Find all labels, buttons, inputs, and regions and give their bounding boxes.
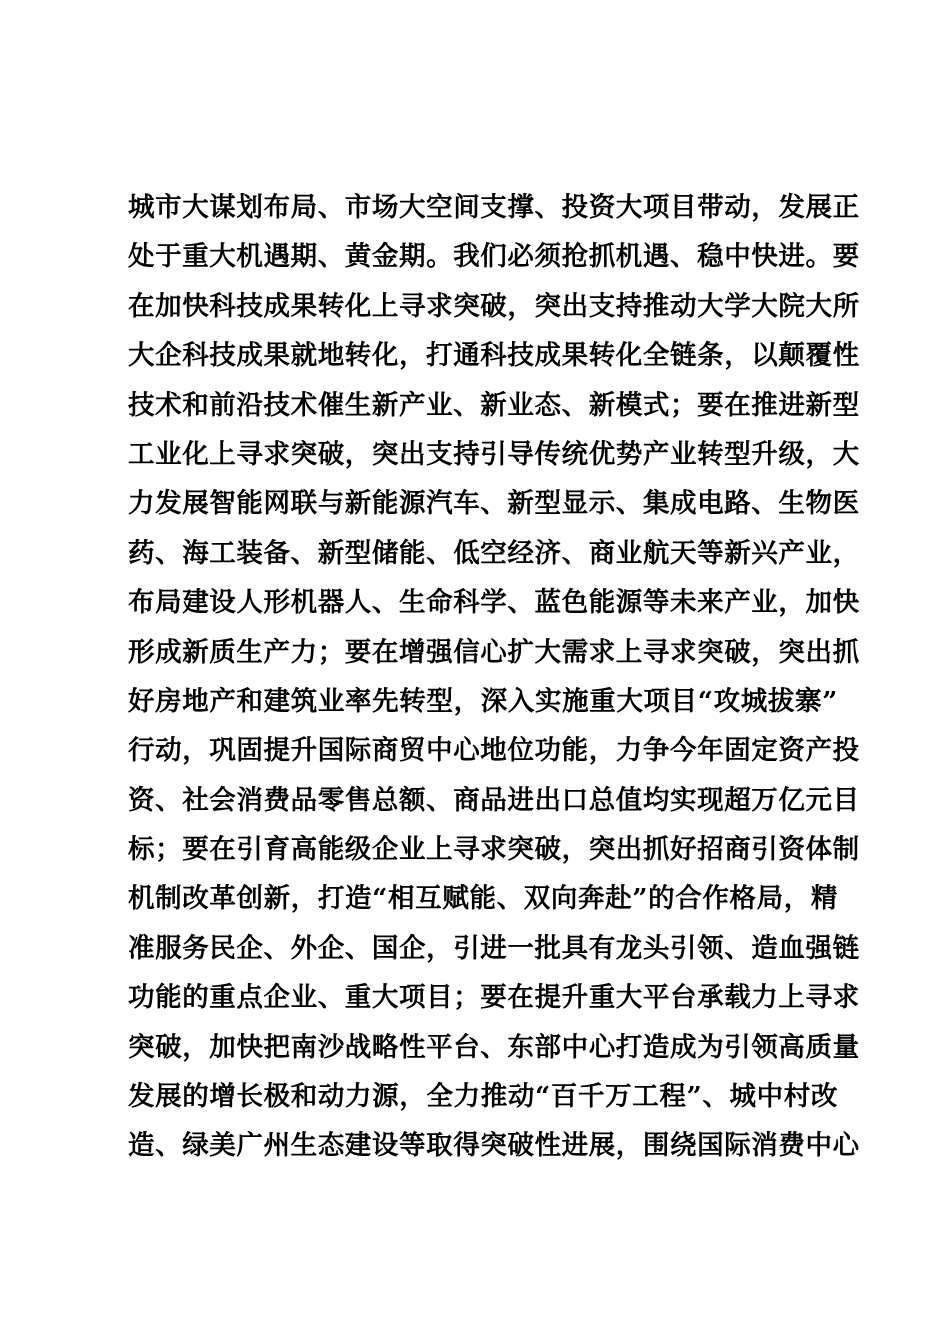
text-line: 药、海工装备、新型储能、低空经济、商业航天等新兴产业， [128,537,860,569]
text-line: 造、绿美广州生态建设等取得突破性进展，围绕国际消费中心 [128,1130,860,1162]
body-paragraph [128,183,860,1171]
text-line: 形成新质生产力；要在增强信心扩大需求上寻求突破，突出抓 [128,636,860,668]
text-line: 行动，巩固提升国际商贸中心地位功能，力争今年固定资产投 [128,735,860,767]
text-line: 资、社会消费品零售总额、商品进出口总值均实现超万亿元目 [128,784,860,816]
text-line: 城市大谋划布局、市场大空间支撑、投资大项目带动，发展正 [128,192,860,223]
text-line: 发展的增长极和动力源，全力推动“百千万工程”、城中村改 [128,1081,838,1113]
text-line: 布局建设人形机器人、生命科学、蓝色能源等未来产业，加快 [128,587,860,619]
text-line: 力发展智能网联与新能源汽车、新型显示、集成电路、生物医 [128,488,860,520]
text-line: 工业化上寻求突破，突出支持引导传统优势产业转型升级，大 [128,438,860,470]
text-line: 标；要在引育高能级企业上寻求突破，突出抓好招商引资体制 [128,834,860,866]
text-line: 突破，加快把南沙战略性平台、东部中心打造成为引领高质量 [128,1031,860,1063]
text-line: 技术和前沿技术催生新产业、新业态、新模式；要在推进新型 [128,389,860,421]
text-line: 处于重大机遇期、黄金期。我们必须抢抓机遇、稳中快进。要 [128,241,860,273]
text-line: 准服务民企、外企、国企，引进一批具有龙头引领、造血强链 [128,932,860,964]
text-line: 大企科技成果就地转化，打通科技成果转化全链条，以颠覆性 [128,340,860,372]
text-line: 在加快科技成果转化上寻求突破，突出支持推动大学大院大所 [128,290,860,322]
text-line: 机制改革创新，打造“相互赋能、双向奔赴”的合作格局，精 [128,883,838,915]
text-line: 好房地产和建筑业率先转型，深入实施重大项目“攻城拔寨” [128,685,838,717]
text-line: 功能的重点企业、重大项目；要在提升重大平台承载力上寻求 [128,982,860,1014]
